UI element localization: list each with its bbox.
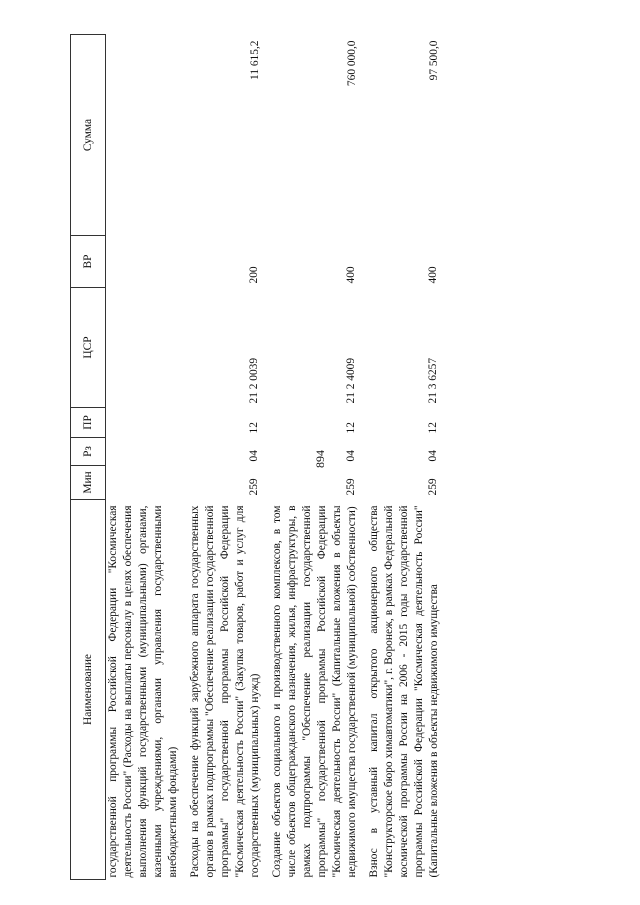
row-name: Расходы на обеспечение функций зарубежного аппарата государственных органов в рамках подпрограммы "Обеспечение реализации государственной программы" государственной программы Российской Федерации "Космическая деятельность России" (Закупка товаров, работ и услуг для государственных (муниципальных) нужд): [189, 505, 261, 878]
row-sum: [106, 35, 182, 236]
row-min: [106, 466, 182, 500]
row-rz: 04: [248, 450, 260, 462]
row-spacer: [263, 35, 270, 880]
budget-table: [70, 34, 442, 880]
row-csr: 21 2 4009: [345, 357, 357, 404]
row-name: Взнос в уставный капитал открытого акционерного общества "Конструкторское бюро химавтоматики", г. Воронеж, в рамках Федеральной космической программы России на 2006 - 2015 годы государственной программы Российской Федерации "Космическая деятельность России" (Капитальные вложения в объекты недвижимого имущества: [368, 505, 440, 878]
header-name: Наименование: [71, 500, 106, 880]
row-sum: 97 500,0: [428, 40, 440, 81]
row-csr: [106, 288, 182, 408]
row-min: 259: [427, 478, 439, 496]
table-row: [106, 35, 182, 880]
row-vr: [106, 236, 182, 288]
row-sum: 11 615,2: [249, 40, 261, 80]
row-csr: 21 3 6257: [427, 357, 439, 404]
page-number: 894: [313, 450, 327, 468]
table-row: [367, 35, 442, 880]
row-pr: 12: [345, 422, 357, 434]
header-min: Мин: [71, 466, 106, 500]
row-pr: 12: [248, 422, 260, 434]
row-min: 259: [345, 478, 357, 496]
row-name: Создание объектов социального и производственного комплексов, в том числе объектов общегражданского назначения, жилья, инфраструктуры, в рамках подпрограммы "Обеспечение реализации государственной программы" государственной программы Российской Федерации "Космическая деятельность России" (Капитальные вложения в объекты недвижимого имущества государственной (муниципальной) собственности): [271, 505, 358, 878]
table-row: [188, 35, 263, 880]
table-header-row: [71, 35, 106, 880]
row-min: 259: [248, 478, 260, 496]
header-csr: ЦСР: [71, 288, 106, 408]
row-rz: 04: [427, 450, 439, 462]
row-vr: 400: [427, 266, 439, 284]
row-pr: 12: [427, 422, 439, 434]
row-name: государственной программы Российской Федерации "Космическая деятельность России" (Расходы на выплаты персоналу в целях обеспечения выполнения функций государственными (муниципальными) органами, казенными учреждениями, органами управления государственными внебюджетными фондами): [107, 505, 179, 878]
rotated-table-container: [70, 35, 575, 880]
header-rz: Рз: [71, 438, 106, 466]
row-rz: [106, 438, 182, 466]
header-pr: ПР: [71, 408, 106, 438]
row-rz: 04: [345, 450, 357, 462]
row-pr: [106, 408, 182, 438]
row-sum: 760 000,0: [346, 40, 358, 87]
row-csr: 21 2 0039: [248, 357, 260, 404]
row-spacer: [360, 35, 367, 880]
row-vr: 200: [248, 266, 260, 284]
row-vr: 400: [345, 266, 357, 284]
row-spacer: [181, 35, 188, 880]
header-vr: ВР: [71, 236, 106, 288]
header-sum: Сумма: [71, 35, 106, 236]
table-row: [270, 35, 360, 880]
